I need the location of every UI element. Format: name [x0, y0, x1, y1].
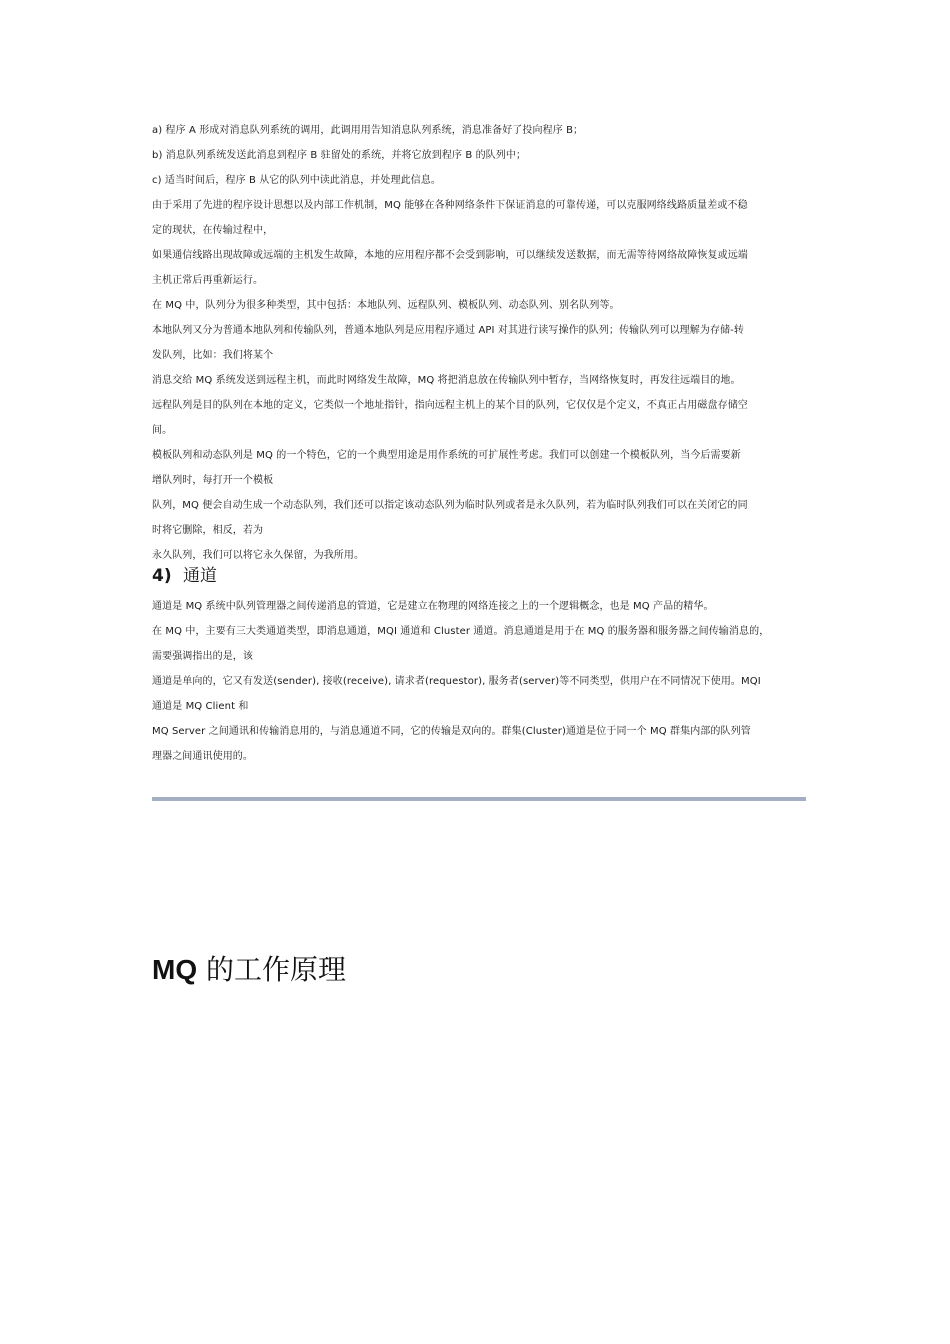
text-line: 本地队列又分为普通本地队列和传输队列，普通本地队列是应用程序通过 API 对其进行读写操作的队列；传输队列可以理解为存储-转 — [152, 325, 744, 336]
text-line: 间。 — [152, 425, 173, 436]
section-number: 4) — [152, 566, 172, 586]
text-line: 模板队列和动态队列是 MQ 的一个特色，它的一个典型用途是用作系统的可扩展性考虑。我们可以创建一个模板队列，当今后需要新 — [152, 450, 741, 461]
text-line: 通道是 MQ Client 和 — [152, 701, 249, 712]
text-line: 理器之间通讯使用的。 — [152, 751, 253, 762]
text-line: 时将它删除，相反，若为 — [152, 525, 264, 536]
text-line: 增队列时，每打开一个模板 — [152, 475, 274, 486]
paragraph-block-channels — [152, 594, 808, 769]
text-line: a) 程序 A 形成对消息队列系统的调用，此调用用告知消息队列系统，消息准备好了投向程序 B； — [152, 125, 584, 136]
document-body — [152, 118, 808, 769]
text-line: 永久队列，我们可以将它永久保留，为我所用。 — [152, 550, 365, 561]
text-line: 主机正常后再重新运行。 — [152, 275, 264, 286]
text-line: 需要强调指出的是，该 — [152, 651, 253, 662]
paragraph-block-queues — [152, 118, 808, 568]
section-title: 通道 — [183, 566, 218, 586]
text-line: 通道是单向的，它又有发送(sender), 接收(receive), 请求者(requestor), 服务者(server)等不同类型，供用户在不同情况下使用。MQI — [152, 676, 761, 687]
text-line: 由于采用了先进的程序设计思想以及内部工作机制，MQ 能够在各种网络条件下保证消息的可靠传递，可以克服网络线路质量差或不稳 — [152, 200, 748, 211]
horizontal-divider — [152, 797, 806, 801]
text-line: 发队列，比如：我们将某个 — [152, 350, 274, 361]
text-line: 通道是 MQ 系统中队列管理器之间传递消息的管道，它是建立在物理的网络连接之上的一个逻辑概念，也是 MQ 产品的精华。 — [152, 601, 714, 612]
text-line: MQ Server 之间通讯和传输消息用的，与消息通道不同，它的传输是双向的。群集(Cluster)通道是位于同一个 MQ 群集内部的队列管 — [152, 726, 751, 737]
text-line: 在 MQ 中，主要有三大类通道类型，即消息通道，MQI 通道和 Cluster 通道。消息通道是用于在 MQ 的服务器和服务器之间传输消息的， — [152, 626, 770, 637]
text-line: 在 MQ 中，队列分为很多种类型，其中包括：本地队列、远程队列、模板队列、动态队列、别名队列等。 — [152, 300, 620, 311]
text-line: 远程队列是目的队列在本地的定义，它类似一个地址指针，指向远程主机上的某个目的队列，它仅仅是个定义，不真正占用磁盘存储空 — [152, 400, 748, 411]
page-title — [152, 950, 346, 990]
text-line: 消息交给 MQ 系统发送到远程主机，而此时网络发生故障，MQ 将把消息放在传输队列中暂存，当网络恢复时，再发往远端目的地。 — [152, 375, 741, 386]
text-line: c) 适当时间后，程序 B 从它的队列中读此消息，并处理此信息。 — [152, 175, 441, 186]
text-line: 队列，MQ 便会自动生成一个动态队列，我们还可以指定该动态队列为临时队列或者是永久队列，若为临时队列我们可以在关闭它的同 — [152, 500, 748, 511]
text-line: 如果通信线路出现故障或远端的主机发生故障，本地的应用程序都不会受到影响，可以继续发送数据，而无需等待网络故障恢复或远端 — [152, 250, 748, 261]
text-line: 定的现状，在传输过程中， — [152, 225, 274, 236]
page-title-rest: 的工作原理 — [197, 953, 347, 986]
text-line: b) 消息队列系统发送此消息到程序 B 驻留处的系统，并将它放到程序 B 的队列中； — [152, 150, 527, 161]
page-title-latin: MQ — [152, 954, 198, 985]
